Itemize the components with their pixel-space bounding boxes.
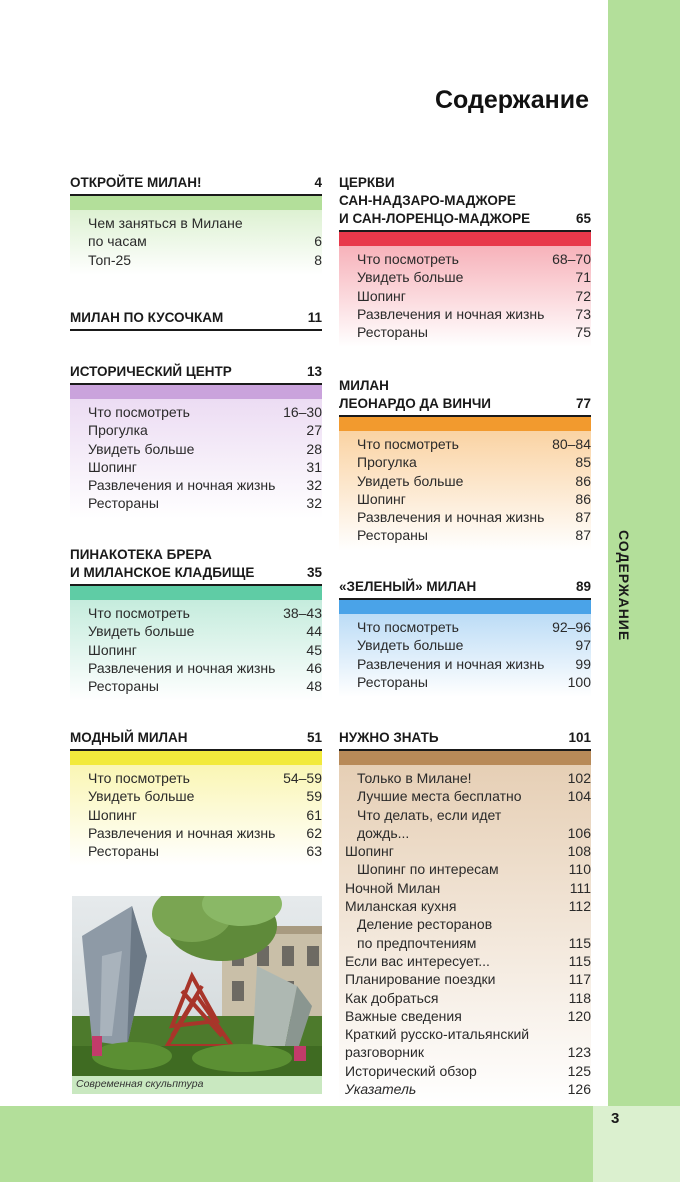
page-title: Содержание bbox=[434, 86, 589, 114]
toc-entry[interactable]: Увидеть больше 97 bbox=[357, 637, 591, 654]
section-title: ПИНАКОТЕКА БРЕРА И МИЛАНСКОЕ КЛАДБИЩЕ bbox=[70, 547, 255, 580]
toc-entry[interactable]: Рестораны 32 bbox=[88, 495, 322, 512]
toc-entry[interactable]: Увидеть больше 28 bbox=[88, 440, 322, 457]
toc-entry[interactable]: Увидеть больше 44 bbox=[88, 623, 322, 640]
toc-entry[interactable]: Шопинг 31 bbox=[88, 458, 322, 475]
section-title-row[interactable] bbox=[70, 174, 322, 192]
toc-entry[interactable]: разговорник 123 bbox=[345, 1044, 591, 1061]
section-title: НУЖНО ЗНАТЬ bbox=[339, 730, 439, 745]
toc-entry[interactable]: Увидеть больше 86 bbox=[357, 472, 591, 489]
section-title-row[interactable] bbox=[339, 377, 591, 413]
toc-entry[interactable]: Планирование поездки 117 bbox=[345, 971, 591, 988]
toc-entry[interactable]: по часам 6 bbox=[88, 233, 322, 250]
page-number-box bbox=[593, 1106, 680, 1182]
section-page: 4 bbox=[314, 175, 322, 190]
color-band-orange bbox=[339, 417, 591, 431]
toc-entry[interactable]: Рестораны 100 bbox=[357, 673, 591, 690]
color-band-green bbox=[70, 196, 322, 210]
toc-entry[interactable]: Развлечения и ночная жизнь 62 bbox=[88, 824, 322, 841]
section-brera bbox=[70, 546, 322, 701]
side-section-label: СОДЕРЖАНИЕ bbox=[616, 530, 632, 642]
toc-entry[interactable]: Топ-25 8 bbox=[88, 251, 322, 268]
section-page: 77 bbox=[575, 396, 591, 411]
toc-entry[interactable]: Что посмотреть 16–30 bbox=[88, 404, 322, 420]
color-band-yellow bbox=[70, 751, 322, 765]
section-page: 35 bbox=[306, 565, 322, 580]
section-green-milan bbox=[339, 578, 591, 697]
toc-entry[interactable]: Шопинг 86 bbox=[357, 490, 591, 507]
section-discover-milan bbox=[70, 174, 322, 275]
section-page: 89 bbox=[575, 579, 591, 594]
toc-entry[interactable]: Шопинг 45 bbox=[88, 641, 322, 658]
toc-entry[interactable]: Развлечения и ночная жизнь 73 bbox=[357, 305, 591, 322]
section-title-row[interactable] bbox=[70, 363, 322, 381]
bottom-margin-strip bbox=[0, 1106, 593, 1182]
toc-entry[interactable]: Развлечения и ночная жизнь 46 bbox=[88, 659, 322, 676]
section-items bbox=[339, 431, 591, 551]
section-items bbox=[70, 210, 322, 275]
section-churches bbox=[339, 174, 591, 347]
toc-entry[interactable]: Важные сведения 120 bbox=[345, 1007, 591, 1024]
section-items bbox=[339, 246, 591, 347]
section-title: ЦЕРКВИ САН-НАДЗАРО-МАДЖОРЕ И САН-ЛОРЕНЦО-МАДЖОРЕ bbox=[339, 175, 531, 226]
section-title: МИЛАН ЛЕОНАРДО ДА ВИНЧИ bbox=[339, 378, 492, 411]
toc-entry[interactable]: Прогулка 27 bbox=[88, 422, 322, 439]
toc-entry[interactable]: Что посмотреть 38–43 bbox=[88, 605, 322, 621]
color-band-brown bbox=[339, 751, 591, 765]
toc-entry[interactable]: Шопинг 72 bbox=[357, 287, 591, 304]
section-items bbox=[339, 614, 591, 697]
section-title-row[interactable] bbox=[339, 174, 591, 228]
section-items bbox=[339, 765, 591, 1104]
section-page: 11 bbox=[307, 310, 322, 325]
toc-entry[interactable]: Рестораны 48 bbox=[88, 678, 322, 695]
section-title: «ЗЕЛЕНЫЙ» МИЛАН bbox=[339, 579, 477, 594]
toc-entry[interactable]: Рестораны 87 bbox=[357, 527, 591, 544]
toc-entry[interactable]: Увидеть больше 71 bbox=[357, 269, 591, 286]
toc-entry[interactable]: Чем заняться в Милане bbox=[88, 215, 243, 231]
section-page: 51 bbox=[306, 730, 322, 745]
section-title: МОДНЫЙ МИЛАН bbox=[70, 730, 188, 745]
toc-entry[interactable]: Что посмотреть 68–70 bbox=[357, 251, 591, 267]
toc-entry[interactable]: Увидеть больше 59 bbox=[88, 788, 322, 805]
section-title-row[interactable] bbox=[70, 729, 322, 747]
toc-entry[interactable]: Краткий русско-итальянский bbox=[345, 1026, 530, 1043]
toc-entry[interactable]: Что посмотреть 54–59 bbox=[88, 770, 322, 786]
sculpture-illustration bbox=[72, 896, 322, 1076]
section-title-row[interactable] bbox=[339, 729, 591, 747]
toc-entry[interactable]: Шопинг 108 bbox=[345, 843, 591, 860]
toc-entry[interactable]: Развлечения и ночная жизнь 32 bbox=[88, 477, 322, 494]
toc-entry[interactable]: Рестораны 63 bbox=[88, 843, 322, 860]
section-need-to-know bbox=[339, 729, 591, 1104]
toc-entry[interactable]: дождь... 106 bbox=[357, 824, 591, 841]
page-number: 3 bbox=[611, 1110, 620, 1127]
section-fashion-milan bbox=[70, 729, 322, 866]
color-band-teal bbox=[70, 586, 322, 600]
color-band-red bbox=[339, 232, 591, 246]
toc-entry[interactable]: Развлечения и ночная жизнь 87 bbox=[357, 509, 591, 526]
section-title-row[interactable] bbox=[339, 578, 591, 596]
toc-entry[interactable]: Развлечения и ночная жизнь 99 bbox=[357, 655, 591, 672]
toc-entry[interactable]: Деление ресторанов bbox=[357, 916, 493, 933]
toc-entry[interactable]: Как добраться 118 bbox=[345, 989, 591, 1006]
section-milan-pieces bbox=[70, 309, 322, 331]
toc-entry[interactable]: Что посмотреть 92–96 bbox=[357, 619, 591, 635]
section-rule bbox=[70, 329, 322, 331]
toc-entry[interactable]: Ночной Милан 111 bbox=[345, 879, 591, 896]
photo-caption: Современная скульптура bbox=[72, 1076, 322, 1094]
toc-entry[interactable]: Только в Милане! 102 bbox=[357, 770, 591, 786]
toc-entry[interactable]: Что посмотреть 80–84 bbox=[357, 436, 591, 452]
color-band-purple bbox=[70, 385, 322, 399]
section-page: 65 bbox=[575, 211, 591, 226]
toc-entry[interactable]: Шопинг по интересам 110 bbox=[357, 861, 591, 878]
toc-entry[interactable]: Исторический обзор 125 bbox=[345, 1062, 591, 1079]
side-label-wrap bbox=[612, 530, 638, 650]
toc-entry[interactable]: Шопинг 61 bbox=[88, 806, 322, 823]
toc-entry-index[interactable]: Указатель 126 bbox=[345, 1081, 591, 1098]
section-title: ИСТОРИЧЕСКИЙ ЦЕНТР bbox=[70, 364, 232, 379]
section-items bbox=[70, 600, 322, 701]
section-title-row[interactable] bbox=[70, 309, 322, 327]
toc-entry[interactable]: Если вас интересует... 115 bbox=[345, 952, 591, 969]
section-page: 13 bbox=[306, 364, 322, 379]
section-page: 101 bbox=[568, 730, 591, 745]
color-band-blue bbox=[339, 600, 591, 614]
section-title-row[interactable] bbox=[70, 546, 322, 582]
section-title: МИЛАН ПО КУСОЧКАМ bbox=[70, 310, 224, 325]
section-title: ОТКРОЙТЕ МИЛАН! bbox=[70, 175, 202, 190]
toc-entry[interactable]: Прогулка 85 bbox=[357, 454, 591, 471]
toc-entry[interactable]: Рестораны 75 bbox=[357, 324, 591, 341]
section-historic-center bbox=[70, 363, 322, 519]
section-items bbox=[70, 399, 322, 519]
sculpture-photo bbox=[72, 896, 322, 1076]
toc-entry[interactable]: Лучшие места бесплатно 104 bbox=[357, 788, 591, 805]
toc-entry[interactable]: по предпочтениям 115 bbox=[357, 934, 591, 951]
section-items bbox=[70, 765, 322, 866]
toc-entry[interactable]: Что делать, если идет bbox=[357, 806, 502, 823]
section-leonardo bbox=[339, 377, 591, 551]
toc-entry[interactable]: Миланская кухня 112 bbox=[345, 898, 591, 915]
